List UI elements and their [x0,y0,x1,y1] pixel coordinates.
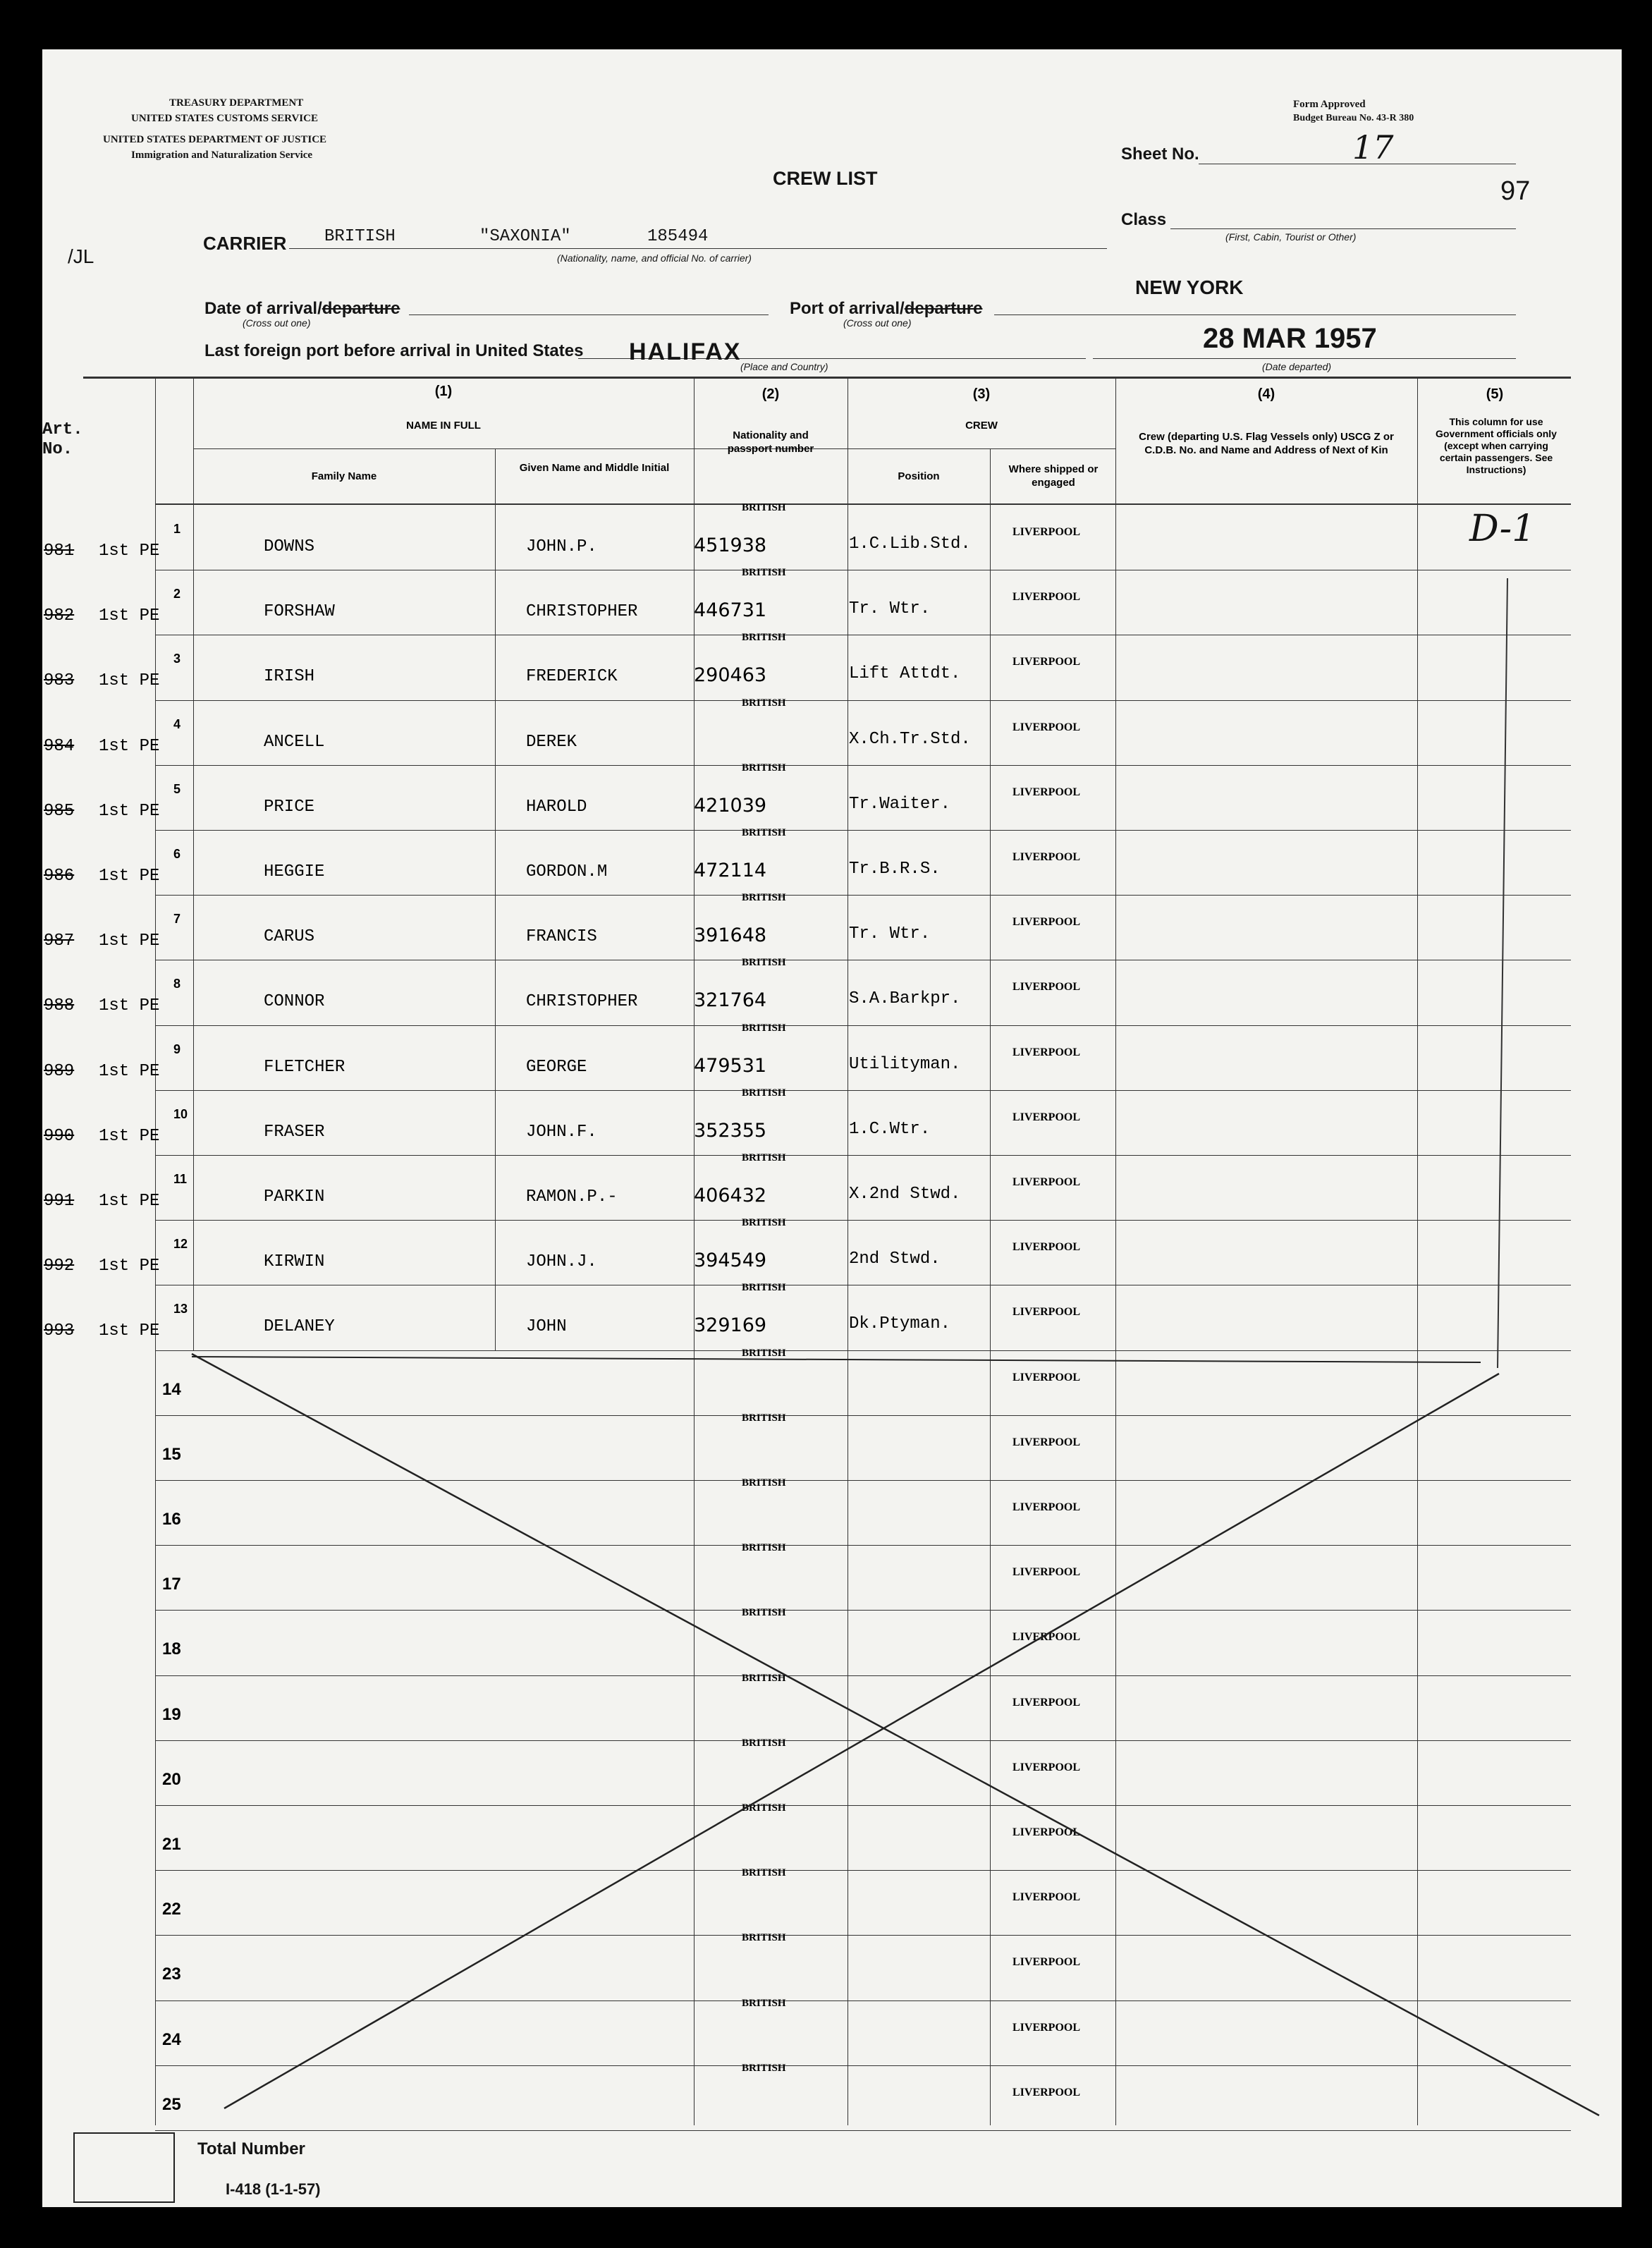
passport-number: 421039 [694,794,767,817]
given-name: CHRISTOPHER [526,992,638,1012]
art-number: 993 [44,1321,75,1341]
where-shipped: LIVERPOOL [1012,1306,1081,1319]
nationality: BRITISH [742,1607,786,1619]
family-name: DOWNS [264,537,315,556]
passport-number: 406432 [694,1185,767,1207]
art-class: 1st PE [99,671,160,691]
art-number: 991 [44,1192,75,1211]
art-class: 1st PE [99,1321,160,1341]
page-number: 97 [1500,176,1531,206]
passport-number: 479531 [694,1054,767,1077]
crew-position: 1.C.Lib.Std. [849,534,971,554]
art-class: 1st PE [99,542,160,561]
art-number: 987 [44,931,75,951]
given-name: DEREK [526,732,577,752]
art-number: 988 [44,996,75,1016]
nationality: BRITISH [742,892,786,904]
family-name: PRICE [264,797,315,817]
row-number: 5 [173,781,181,796]
nationality: BRITISH [742,1477,786,1489]
where-shipped: LIVERPOOL [1012,1501,1081,1513]
nationality: BRITISH [742,1022,786,1034]
crew-position: 1.C.Wtr. [849,1119,931,1139]
row-number: 4 [173,716,181,731]
crew-position: X.Ch.Tr.Std. [849,729,971,749]
family-name: ANCELL [264,732,325,752]
nationality: BRITISH [742,1997,786,2009]
nationality: BRITISH [742,632,786,644]
where-shipped: LIVERPOOL [1012,1696,1081,1709]
row-number: 14 [162,1379,181,1399]
where-shipped: LIVERPOOL [1012,1891,1081,1904]
row-number: 8 [173,977,181,991]
nationality: BRITISH [742,1802,786,1814]
family-name: KIRWIN [264,1252,325,1272]
where-shipped: LIVERPOOL [1012,2086,1081,2099]
total-number-label: Total Number [197,2139,305,2158]
art-no-header: Art. No. [42,420,83,459]
where-shipped: LIVERPOOL [1012,1046,1081,1058]
family-name: FRASER [264,1122,325,1142]
agency-justice: UNITED STATES DEPARTMENT OF JUSTICE [103,134,327,145]
art-number: 983 [44,671,75,691]
where-shipped: LIVERPOOL [1012,1631,1081,1644]
date-departed-value: 28 MAR 1957 [1203,323,1377,354]
art-class: 1st PE [99,801,160,821]
col2-number: (2) [761,386,780,402]
position-header: Position [898,470,940,482]
where-shipped: LIVERPOOL [1012,591,1081,604]
where-shipped: LIVERPOOL [1012,1371,1081,1383]
port-arrival-label: Port of arrival/departure [790,299,983,318]
place-caption: (Place and Country) [740,361,828,372]
nationality: BRITISH [742,2062,786,2074]
given-name: GEORGE [526,1057,587,1077]
given-name: JOHN.F. [526,1122,597,1142]
row-number: 6 [173,847,181,861]
budget-bureau: Budget Bureau No. 43-R 380 [1293,113,1414,123]
row-number: 15 [162,1444,181,1464]
given-name: CHRISTOPHER [526,602,638,622]
where-shipped: LIVERPOOL [1012,2021,1081,2034]
crew-position: S.A.Barkpr. [849,989,961,1009]
col5-number: (5) [1486,386,1504,402]
marginal-mark: /JL [68,245,94,267]
passport-number: 329169 [694,1314,767,1337]
col1-number: (1) [434,384,453,399]
art-class: 1st PE [99,931,160,951]
crew-position: Lift Attdt. [849,664,961,684]
passport-number: 321764 [694,989,767,1012]
passport-number: 394549 [694,1250,767,1272]
agency-treasury: TREASURY DEPARTMENT [169,97,304,109]
given-name: FRANCIS [526,927,597,947]
art-number: 989 [44,1061,75,1081]
family-name: HEGGIE [264,862,325,881]
crew-position: Tr.Waiter. [849,794,951,814]
row-number: 13 [173,1302,188,1317]
row-number: 24 [162,2029,181,2049]
art-class: 1st PE [99,1126,160,1146]
form-number: I-418 (1-1-57) [226,2180,321,2198]
col3-number: (3) [972,386,991,402]
art-number: 981 [44,542,75,561]
row-number: 20 [162,1769,181,1789]
where-shipped: LIVERPOOL [1012,721,1081,733]
carrier-nationality: BRITISH [324,227,396,246]
nationality: BRITISH [742,1347,786,1359]
where-shipped: LIVERPOOL [1012,981,1081,994]
family-name: DELANEY [264,1317,335,1337]
row-number: 2 [173,587,181,601]
crew-position: Tr. Wtr. [849,924,931,944]
nationality: BRITISH [742,1152,786,1163]
passport-number: 451938 [694,534,767,556]
row-number: 18 [162,1639,181,1659]
nationality: BRITISH [742,1282,786,1294]
nationality: BRITISH [742,502,786,513]
crew-position: Tr.B.R.S. [849,860,941,879]
family-name: IRISH [264,667,315,687]
crew-position: X.2nd Stwd. [849,1185,961,1204]
sheet-number: 17 [1352,128,1394,166]
art-number: 985 [44,801,75,821]
where-shipped: LIVERPOOL [1012,1176,1081,1188]
nationality: BRITISH [742,1737,786,1749]
row-number: 16 [162,1510,181,1529]
carrier-name: "SAXONIA" [479,227,571,246]
nationality: BRITISH [742,827,786,838]
nationality: BRITISH [742,957,786,969]
family-name: CONNOR [264,992,325,1012]
where-shipped: LIVERPOOL [1012,851,1081,863]
date-arrival-label: Date of arrival/departure [204,299,400,318]
col5-vertical-pen-line [1498,578,1507,1368]
carrier-caption: (Nationality, name, and official No. of carrier) [557,252,752,264]
row-number: 22 [162,1900,181,1919]
family-name: FORSHAW [264,602,335,622]
art-class: 1st PE [99,1192,160,1211]
where-shipped: LIVERPOOL [1012,916,1081,929]
given-name: GORDON.M [526,862,608,881]
where-shipped: LIVERPOOL [1012,1956,1081,1969]
cross-out-line-1 [192,1354,1599,2115]
nationality: BRITISH [742,1412,786,1424]
nationality: BRITISH [742,697,786,709]
where-shipped: LIVERPOOL [1012,1761,1081,1773]
cross-out-line-2 [224,1371,1499,2108]
nationality: BRITISH [742,1087,786,1099]
form-title: CREW LIST [773,168,878,189]
nationality: BRITISH [742,1672,786,1684]
last-port-value: HALIFAX [629,338,742,365]
carrier-official-number: 185494 [647,227,709,246]
row-number: 11 [173,1172,188,1186]
given-name: RAMON.P.- [526,1187,618,1207]
col5-description: This column for use Government officials only (except when carrying certain passengers. See Instructions) [1436,416,1557,475]
where-shipped: LIVERPOOL [1012,1111,1081,1123]
class-label: Class [1121,210,1167,229]
row-number: 1 [173,522,181,536]
passport-number: 391648 [694,924,767,947]
family-name-header: Family Name [311,470,377,482]
col4-description: Crew (departing U.S. Flag Vessels only) USCG Z or C.D.B. No. and Name and Address of Next of Kin [1139,431,1394,456]
where-shipped: LIVERPOOL [1012,1241,1081,1254]
art-class: 1st PE [99,867,160,886]
art-number: 984 [44,736,75,756]
given-name: JOHN [526,1317,567,1337]
crew-position: 2nd Stwd. [849,1250,941,1269]
row-number: 25 [162,2094,181,2114]
where-shipped: LIVERPOOL [1012,786,1081,798]
col1-title: NAME IN FULL [406,420,481,432]
family-name: PARKIN [264,1187,325,1207]
given-name-header: Given Name and Middle Initial [519,462,670,474]
art-class: 1st PE [99,996,160,1016]
date-cross-out-caption: (Cross out one) [243,317,311,329]
given-name: JOHN.J. [526,1252,597,1272]
art-number: 992 [44,1257,75,1276]
nationality: BRITISH [742,1867,786,1879]
crew-position: Utilityman. [849,1054,961,1074]
nationality: BRITISH [742,1542,786,1554]
given-name: FREDERICK [526,667,618,687]
form-approved: Form Approved [1293,99,1366,110]
art-number: 990 [44,1126,75,1146]
where-shipped: LIVERPOOL [1012,656,1081,668]
where-shipped: LIVERPOOL [1012,526,1081,538]
art-class: 1st PE [99,606,160,626]
crew-header: CREW [965,420,998,432]
agency-immigration: Immigration and Naturalization Service [131,149,313,161]
passport-number: 352355 [694,1119,767,1142]
passport-number: 290463 [694,664,767,687]
passport-number: 446731 [694,599,767,622]
row-number: 9 [173,1041,181,1056]
art-class: 1st PE [99,1257,160,1276]
family-name: FLETCHER [264,1057,345,1077]
carrier-label: CARRIER [203,233,287,254]
nationality: BRITISH [742,762,786,774]
given-name: HAROLD [526,797,587,817]
col5-handwritten-mark: D-1 [1469,508,1536,550]
where-shipped-header: Where shipped or engaged [1008,463,1099,489]
row-number: 12 [173,1237,188,1252]
row-number: 17 [162,1575,181,1594]
art-class: 1st PE [99,1061,160,1081]
row-number: 7 [173,912,181,927]
row-number: 3 [173,652,181,666]
class-caption: (First, Cabin, Tourist or Other) [1225,231,1357,243]
nationality-header: Nationality and passport number [727,429,814,455]
where-shipped: LIVERPOOL [1012,1436,1081,1448]
row-number: 21 [162,1835,181,1854]
col4-number: (4) [1257,386,1275,402]
port-arrival-value: NEW YORK [1135,276,1244,298]
crew-position: Tr. Wtr. [849,599,931,619]
crew-position: Dk.Ptyman. [849,1314,951,1334]
where-shipped: LIVERPOOL [1012,1826,1081,1838]
agency-customs: UNITED STATES CUSTOMS SERVICE [131,113,318,124]
family-name: CARUS [264,927,315,947]
art-number: 982 [44,606,75,626]
nationality: BRITISH [742,567,786,579]
passport-number: 472114 [694,860,767,881]
end-of-list-line [192,1357,1481,1362]
nationality: BRITISH [742,1217,786,1229]
nationality: BRITISH [742,1932,786,1944]
sheet-label: Sheet No. [1121,145,1199,164]
given-name: JOHN.P. [526,537,597,556]
art-number: 986 [44,867,75,886]
row-number: 10 [173,1106,188,1121]
where-shipped: LIVERPOOL [1012,1566,1081,1579]
row-number: 19 [162,1704,181,1724]
date-departed-caption: (Date departed) [1262,361,1332,372]
row-number: 23 [162,1965,181,1984]
art-class: 1st PE [99,736,160,756]
last-port-label: Last foreign port before arrival in United States [204,341,584,360]
port-cross-out-caption: (Cross out one) [843,317,912,329]
